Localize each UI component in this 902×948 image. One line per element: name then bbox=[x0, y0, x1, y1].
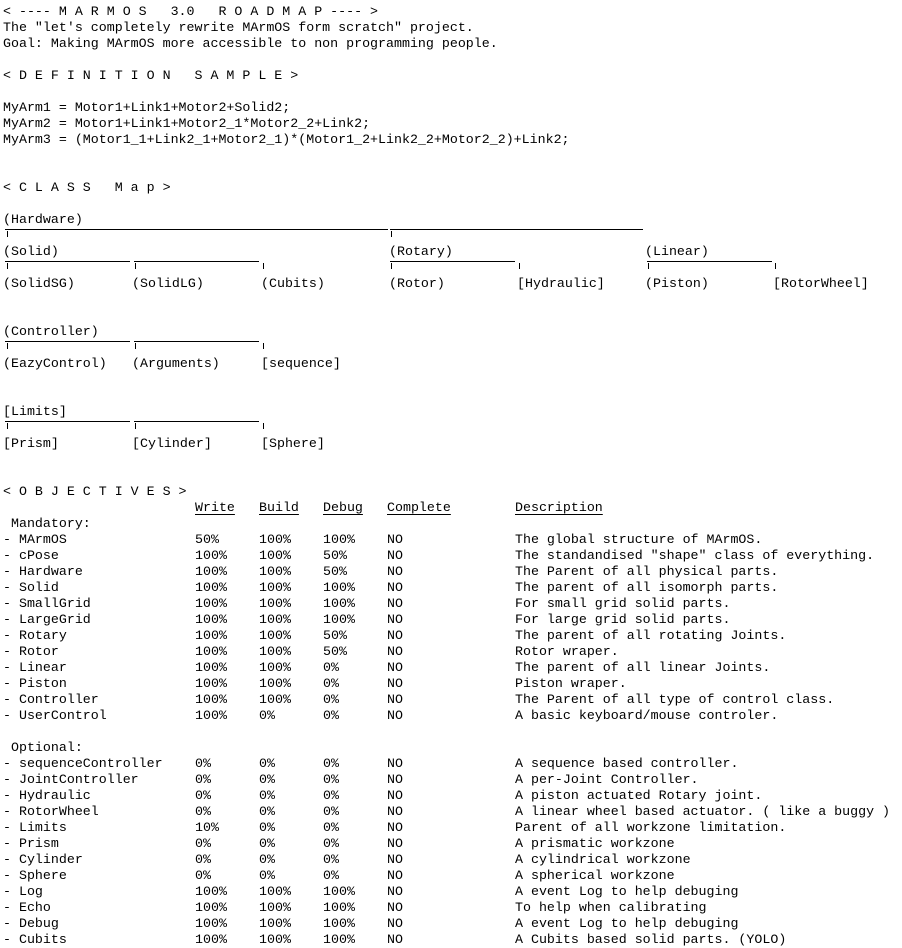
description: A sequence based controller. bbox=[515, 756, 739, 771]
description: For large grid solid parts. bbox=[515, 612, 731, 627]
debug-value: 0% bbox=[323, 852, 339, 867]
build-value: 100% bbox=[259, 916, 291, 931]
complete-value: NO bbox=[387, 788, 403, 803]
description: A piston actuated Rotary joint. bbox=[515, 788, 763, 803]
write-value: 0% bbox=[195, 772, 211, 787]
node-rotorwheel: [RotorWheel] bbox=[773, 276, 869, 291]
description: A cylindrical workzone bbox=[515, 852, 691, 867]
complete-value: NO bbox=[387, 564, 403, 579]
build-value: 0% bbox=[259, 804, 275, 819]
mandatory-label: Mandatory: bbox=[3, 516, 91, 531]
build-value: 100% bbox=[259, 660, 291, 675]
build-value: 100% bbox=[259, 692, 291, 707]
build-value: 100% bbox=[259, 548, 291, 563]
tree-connector bbox=[7, 263, 8, 269]
definition-line-2: MyArm2 = Motor1+Link1+Motor2_1*Motor2_2+Link2; bbox=[3, 116, 371, 131]
item-name: - Hydraulic bbox=[3, 788, 91, 803]
tree-connector bbox=[263, 343, 264, 349]
write-value: 0% bbox=[195, 756, 211, 771]
debug-value: 100% bbox=[323, 580, 355, 595]
write-value: 0% bbox=[195, 836, 211, 851]
tree-connector bbox=[135, 423, 136, 429]
build-value: 100% bbox=[259, 612, 291, 627]
node-solidsg: (SolidSG) bbox=[3, 276, 75, 291]
build-value: 100% bbox=[259, 676, 291, 691]
description: A prismatic workzone bbox=[515, 836, 675, 851]
item-name: - UserControl bbox=[3, 708, 107, 723]
write-value: 10% bbox=[195, 820, 219, 835]
debug-value: 0% bbox=[323, 772, 339, 787]
description: Parent of all workzone limitation. bbox=[515, 820, 787, 835]
item-name: - Solid bbox=[3, 580, 59, 595]
debug-value: 0% bbox=[323, 756, 339, 771]
write-value: 0% bbox=[195, 868, 211, 883]
item-name: - cPose bbox=[3, 548, 59, 563]
item-name: - Hardware bbox=[3, 564, 83, 579]
definition-line-1: MyArm1 = Motor1+Link1+Motor2+Solid2; bbox=[3, 100, 291, 115]
project-goal: Goal: Making MArmOS more accessible to non programming people. bbox=[3, 36, 498, 51]
debug-value: 0% bbox=[323, 788, 339, 803]
node-prism: [Prism] bbox=[3, 436, 59, 451]
debug-value: 0% bbox=[323, 708, 339, 723]
item-name: - Cubits bbox=[3, 932, 67, 947]
complete-value: NO bbox=[387, 660, 403, 675]
tree-connector bbox=[263, 423, 264, 429]
debug-value: 100% bbox=[323, 532, 355, 547]
build-value: 100% bbox=[259, 900, 291, 915]
item-name: - Limits bbox=[3, 820, 67, 835]
debug-value: 0% bbox=[323, 676, 339, 691]
node-eazycontrol: (EazyControl) bbox=[3, 356, 107, 371]
definition-line-3: MyArm3 = (Motor1_1+Link2_1+Motor2_1)*(Motor1_2+Link2_2+Motor2_2)+Link2; bbox=[3, 132, 570, 147]
debug-value: 100% bbox=[323, 612, 355, 627]
build-value: 100% bbox=[259, 932, 291, 947]
description: The parent of all linear Joints. bbox=[515, 660, 771, 675]
tree-connector bbox=[135, 263, 136, 269]
node-limits: [Limits] bbox=[3, 404, 67, 419]
description: Rotor wraper. bbox=[515, 644, 619, 659]
complete-value: NO bbox=[387, 836, 403, 851]
node-linear: (Linear) bbox=[645, 244, 709, 259]
debug-value: 0% bbox=[323, 868, 339, 883]
write-value: 100% bbox=[195, 916, 227, 931]
write-value: 100% bbox=[195, 564, 227, 579]
complete-value: NO bbox=[387, 900, 403, 915]
description: A basic keyboard/mouse controler. bbox=[515, 708, 779, 723]
complete-value: NO bbox=[387, 676, 403, 691]
write-value: 100% bbox=[195, 612, 227, 627]
complete-value: NO bbox=[387, 580, 403, 595]
write-value: 100% bbox=[195, 660, 227, 675]
complete-value: NO bbox=[387, 548, 403, 563]
build-value: 0% bbox=[259, 708, 275, 723]
node-cubits: (Cubits) bbox=[261, 276, 325, 291]
tree-connector bbox=[391, 263, 392, 269]
debug-value: 100% bbox=[323, 932, 355, 947]
build-value: 0% bbox=[259, 772, 275, 787]
node-hydraulic: [Hydraulic] bbox=[517, 276, 605, 291]
complete-value: NO bbox=[387, 868, 403, 883]
write-value: 100% bbox=[195, 676, 227, 691]
description: Piston wraper. bbox=[515, 676, 627, 691]
tree-connector bbox=[7, 231, 8, 237]
definition-heading: < D E F I N I T I O N S A M P L E > bbox=[3, 68, 299, 83]
node-controller: (Controller) bbox=[3, 324, 99, 339]
tree-branch bbox=[134, 421, 259, 422]
description: A linear wheel based actuator. ( like a buggy ) bbox=[515, 804, 891, 819]
item-name: - Debug bbox=[3, 916, 59, 931]
write-value: 100% bbox=[195, 884, 227, 899]
item-name: - Rotary bbox=[3, 628, 67, 643]
node-solid: (Solid) bbox=[3, 244, 59, 259]
write-value: 100% bbox=[195, 644, 227, 659]
description: A Cubits based solid parts. (YOLO) bbox=[515, 932, 787, 947]
item-name: - JointController bbox=[3, 772, 139, 787]
debug-value: 0% bbox=[323, 692, 339, 707]
debug-value: 100% bbox=[323, 916, 355, 931]
complete-value: NO bbox=[387, 596, 403, 611]
objectives-heading: < O B J E C T I V E S > bbox=[3, 484, 187, 499]
write-value: 100% bbox=[195, 708, 227, 723]
node-sequence: [sequence] bbox=[261, 356, 341, 371]
debug-value: 100% bbox=[323, 884, 355, 899]
build-value: 100% bbox=[259, 644, 291, 659]
debug-value: 50% bbox=[323, 628, 347, 643]
build-value: 100% bbox=[259, 580, 291, 595]
item-name: - MArmOS bbox=[3, 532, 67, 547]
column-header-debug: Debug bbox=[323, 500, 363, 515]
column-header-build: Build bbox=[259, 500, 299, 515]
write-value: 50% bbox=[195, 532, 219, 547]
item-name: - sequenceController bbox=[3, 756, 163, 771]
node-rotary: (Rotary) bbox=[389, 244, 453, 259]
debug-value: 50% bbox=[323, 548, 347, 563]
node-cylinder: [Cylinder] bbox=[132, 436, 212, 451]
item-name: - Prism bbox=[3, 836, 59, 851]
build-value: 0% bbox=[259, 852, 275, 867]
item-name: - Piston bbox=[3, 676, 67, 691]
item-name: - Cylinder bbox=[3, 852, 83, 867]
write-value: 100% bbox=[195, 580, 227, 595]
description: To help when calibrating bbox=[515, 900, 707, 915]
tree-connector bbox=[7, 423, 8, 429]
complete-value: NO bbox=[387, 692, 403, 707]
complete-value: NO bbox=[387, 916, 403, 931]
complete-value: NO bbox=[387, 644, 403, 659]
column-header-write: Write bbox=[195, 500, 235, 515]
build-value: 100% bbox=[259, 596, 291, 611]
write-value: 100% bbox=[195, 900, 227, 915]
description: For small grid solid parts. bbox=[515, 596, 731, 611]
item-name: - RotorWheel bbox=[3, 804, 99, 819]
node-rotor: (Rotor) bbox=[389, 276, 445, 291]
tree-connector bbox=[7, 343, 8, 349]
item-name: - Log bbox=[3, 884, 43, 899]
optional-label: Optional: bbox=[3, 740, 83, 755]
complete-value: NO bbox=[387, 756, 403, 771]
roadmap-title: < ---- M A R M O S 3.0 R O A D M A P ---- > bbox=[3, 4, 379, 19]
debug-value: 0% bbox=[323, 836, 339, 851]
project-tagline: The "let's completely rewrite MArmOS form scratch" project. bbox=[3, 20, 474, 35]
description: A spherical workzone bbox=[515, 868, 675, 883]
build-value: 0% bbox=[259, 788, 275, 803]
description: The global structure of MArmOS. bbox=[515, 532, 763, 547]
complete-value: NO bbox=[387, 772, 403, 787]
build-value: 0% bbox=[259, 836, 275, 851]
tree-connector bbox=[648, 263, 649, 269]
description: A event Log to help debuging bbox=[515, 884, 739, 899]
complete-value: NO bbox=[387, 532, 403, 547]
column-header-description: Description bbox=[515, 500, 603, 515]
tree-branch bbox=[390, 229, 643, 230]
description: The Parent of all type of control class. bbox=[515, 692, 835, 707]
node-hardware: (Hardware) bbox=[3, 212, 83, 227]
node-piston: (Piston) bbox=[645, 276, 709, 291]
tree-connector bbox=[775, 263, 776, 269]
tree-branch bbox=[134, 261, 259, 262]
build-value: 100% bbox=[259, 628, 291, 643]
item-name: - LargeGrid bbox=[3, 612, 91, 627]
item-name: - Sphere bbox=[3, 868, 67, 883]
item-name: - SmallGrid bbox=[3, 596, 91, 611]
debug-value: 50% bbox=[323, 564, 347, 579]
tree-branch bbox=[5, 341, 130, 342]
write-value: 100% bbox=[195, 692, 227, 707]
write-value: 0% bbox=[195, 804, 211, 819]
complete-value: NO bbox=[387, 612, 403, 627]
debug-value: 0% bbox=[323, 820, 339, 835]
debug-value: 50% bbox=[323, 644, 347, 659]
tree-connector bbox=[391, 231, 392, 237]
write-value: 0% bbox=[195, 788, 211, 803]
write-value: 0% bbox=[195, 852, 211, 867]
tree-connector bbox=[519, 263, 520, 269]
column-header-complete: Complete bbox=[387, 500, 451, 515]
class-map-heading: < C L A S S M a p > bbox=[3, 180, 171, 195]
complete-value: NO bbox=[387, 884, 403, 899]
build-value: 100% bbox=[259, 884, 291, 899]
debug-value: 0% bbox=[323, 804, 339, 819]
item-name: - Echo bbox=[3, 900, 51, 915]
description: The parent of all isomorph parts. bbox=[515, 580, 779, 595]
description: The Parent of all physical parts. bbox=[515, 564, 779, 579]
tree-connector bbox=[263, 263, 264, 269]
tree-branch bbox=[390, 261, 515, 262]
description: A per-Joint Controller. bbox=[515, 772, 699, 787]
tree-branch bbox=[647, 261, 772, 262]
description: The standandised "shape" class of everything. bbox=[515, 548, 875, 563]
build-value: 0% bbox=[259, 756, 275, 771]
item-name: - Controller bbox=[3, 692, 99, 707]
complete-value: NO bbox=[387, 708, 403, 723]
node-arguments: (Arguments) bbox=[132, 356, 220, 371]
complete-value: NO bbox=[387, 628, 403, 643]
debug-value: 100% bbox=[323, 900, 355, 915]
item-name: - Linear bbox=[3, 660, 67, 675]
write-value: 100% bbox=[195, 596, 227, 611]
build-value: 0% bbox=[259, 820, 275, 835]
complete-value: NO bbox=[387, 820, 403, 835]
build-value: 100% bbox=[259, 532, 291, 547]
item-name: - Rotor bbox=[3, 644, 59, 659]
description: A event Log to help debuging bbox=[515, 916, 739, 931]
complete-value: NO bbox=[387, 932, 403, 947]
node-solidlg: (SolidLG) bbox=[132, 276, 204, 291]
tree-branch bbox=[5, 261, 130, 262]
tree-branch bbox=[5, 421, 130, 422]
node-sphere: [Sphere] bbox=[261, 436, 325, 451]
write-value: 100% bbox=[195, 548, 227, 563]
tree-branch bbox=[134, 341, 259, 342]
debug-value: 0% bbox=[323, 660, 339, 675]
tree-branch bbox=[5, 229, 388, 230]
write-value: 100% bbox=[195, 628, 227, 643]
write-value: 100% bbox=[195, 932, 227, 947]
tree-connector bbox=[135, 343, 136, 349]
debug-value: 100% bbox=[323, 596, 355, 611]
complete-value: NO bbox=[387, 852, 403, 867]
build-value: 0% bbox=[259, 868, 275, 883]
build-value: 100% bbox=[259, 564, 291, 579]
description: The parent of all rotating Joints. bbox=[515, 628, 787, 643]
complete-value: NO bbox=[387, 804, 403, 819]
